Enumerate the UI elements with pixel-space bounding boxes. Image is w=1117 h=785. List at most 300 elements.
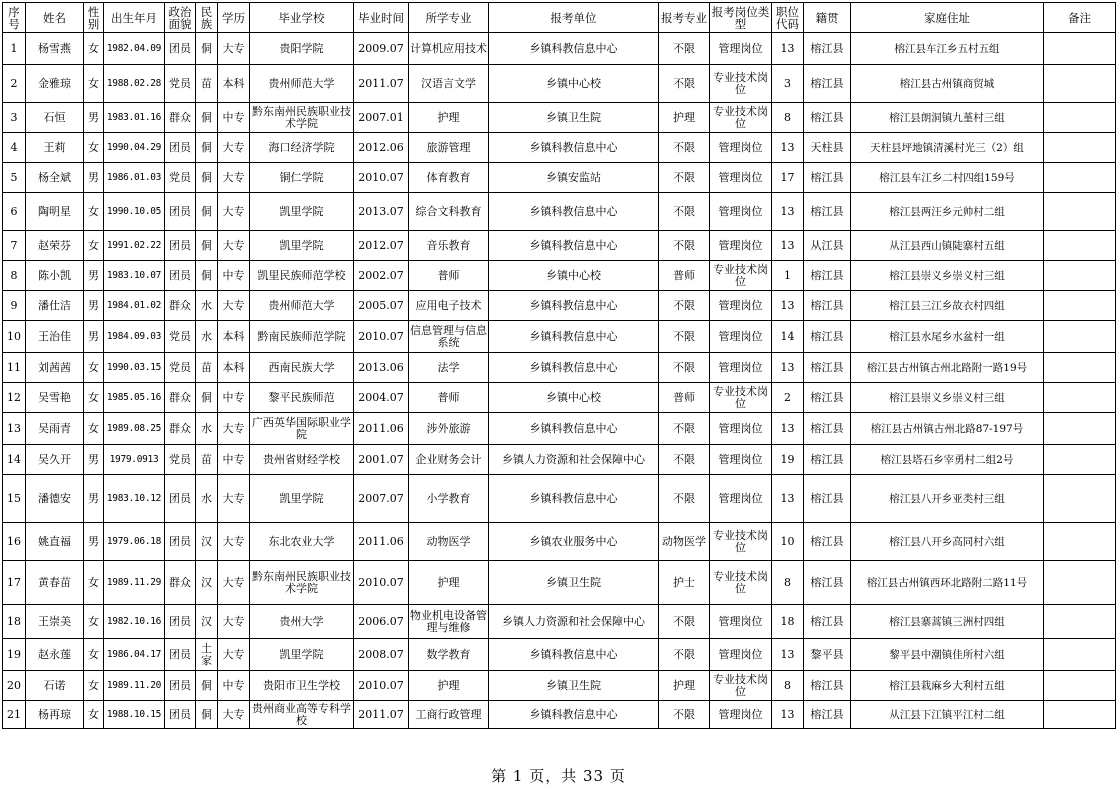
col-apply-major-cell: 普师 xyxy=(659,261,710,291)
col-post-type-cell: 管理岗位 xyxy=(710,475,772,523)
col-post-type-cell: 管理岗位 xyxy=(710,413,772,445)
col-grad-date-cell: 2012.07 xyxy=(354,231,409,261)
col-unit-cell: 乡镇科教信息中心 xyxy=(489,475,659,523)
col-birth-cell: 1990.03.15 xyxy=(104,353,165,383)
col-gender-cell: 女 xyxy=(84,33,104,65)
col-major-cell: 普师 xyxy=(409,383,489,413)
col-apply-major-cell: 不限 xyxy=(659,475,710,523)
col-apply-major-cell: 不限 xyxy=(659,193,710,231)
col-index-cell: 6 xyxy=(3,193,26,231)
col-address-cell: 榕江县塔石乡宰勇村二组2号 xyxy=(851,445,1044,475)
col-education-cell: 大专 xyxy=(218,231,250,261)
col-hometown-cell: 榕江县 xyxy=(804,321,851,353)
col-index-cell: 9 xyxy=(3,291,26,321)
col-remarks-cell xyxy=(1044,605,1116,639)
col-political-cell: 党员 xyxy=(165,163,196,193)
col-post-code-cell: 13 xyxy=(772,231,804,261)
table-row xyxy=(3,413,1116,445)
col-unit-cell: 乡镇中心校 xyxy=(489,383,659,413)
col-birth-cell: 1989.08.25 xyxy=(104,413,165,445)
col-apply-major-cell: 不限 xyxy=(659,321,710,353)
col-gender-cell: 女 xyxy=(84,383,104,413)
col-remarks-cell xyxy=(1044,639,1116,671)
col-birth-cell: 1983.01.16 xyxy=(104,103,165,133)
col-post-code-header: 职位代码 xyxy=(772,3,804,33)
col-major-cell: 数学教育 xyxy=(409,639,489,671)
col-post-code-cell: 18 xyxy=(772,605,804,639)
col-major-cell: 普师 xyxy=(409,261,489,291)
table-row xyxy=(3,321,1116,353)
col-major-cell: 计算机应用技术 xyxy=(409,33,489,65)
table-row xyxy=(3,261,1116,291)
col-apply-major-cell: 不限 xyxy=(659,445,710,475)
col-hometown-cell: 榕江县 xyxy=(804,291,851,321)
col-address-cell: 榕江县古州镇商贸城 xyxy=(851,65,1044,103)
col-major-cell: 小学教育 xyxy=(409,475,489,523)
col-hometown-cell: 榕江县 xyxy=(804,445,851,475)
col-hometown-cell: 榕江县 xyxy=(804,33,851,65)
col-grad-date-cell: 2010.07 xyxy=(354,671,409,701)
col-school-cell: 海口经济学院 xyxy=(250,133,354,163)
col-major-header: 所学专业 xyxy=(409,3,489,33)
col-school-cell: 黔东南州民族职业技术学院 xyxy=(250,103,354,133)
col-index-cell: 7 xyxy=(3,231,26,261)
col-address-cell: 从江县下江镇平江村二组 xyxy=(851,701,1044,729)
col-education-cell: 中专 xyxy=(218,383,250,413)
col-hometown-cell: 榕江县 xyxy=(804,561,851,605)
col-major-cell: 企业财务会计 xyxy=(409,445,489,475)
col-remarks-cell xyxy=(1044,193,1116,231)
col-address-cell: 榕江县车江乡五村五组 xyxy=(851,33,1044,65)
col-grad-date-cell: 2002.07 xyxy=(354,261,409,291)
col-unit-cell: 乡镇中心校 xyxy=(489,261,659,291)
col-ethnicity-cell: 汉 xyxy=(196,605,218,639)
col-political-cell: 党员 xyxy=(165,353,196,383)
col-index-cell: 3 xyxy=(3,103,26,133)
col-ethnicity-cell: 苗 xyxy=(196,445,218,475)
col-apply-major-cell: 不限 xyxy=(659,65,710,103)
col-gender-cell: 女 xyxy=(84,133,104,163)
col-unit-cell: 乡镇安监站 xyxy=(489,163,659,193)
col-address-cell: 榕江县三江乡故衣村四组 xyxy=(851,291,1044,321)
col-education-cell: 大专 xyxy=(218,639,250,671)
col-post-code-cell: 13 xyxy=(772,353,804,383)
col-remarks-cell xyxy=(1044,65,1116,103)
col-school-cell: 贵州师范大学 xyxy=(250,65,354,103)
col-ethnicity-cell: 苗 xyxy=(196,65,218,103)
col-ethnicity-cell: 汉 xyxy=(196,561,218,605)
col-birth-header: 出生年月 xyxy=(104,3,165,33)
col-school-cell: 凯里学院 xyxy=(250,231,354,261)
col-post-code-cell: 13 xyxy=(772,133,804,163)
col-index-cell: 12 xyxy=(3,383,26,413)
table-row xyxy=(3,103,1116,133)
col-index-cell: 2 xyxy=(3,65,26,103)
col-school-cell: 黔东南州民族职业技术学院 xyxy=(250,561,354,605)
col-hometown-cell: 从江县 xyxy=(804,231,851,261)
col-grad-date-cell: 2011.06 xyxy=(354,523,409,561)
col-ethnicity-cell: 侗 xyxy=(196,133,218,163)
col-name-cell: 石诺 xyxy=(26,671,84,701)
col-address-cell: 榕江县朗洞镇九堇村三组 xyxy=(851,103,1044,133)
col-post-code-cell: 13 xyxy=(772,193,804,231)
col-address-header: 家庭住址 xyxy=(851,3,1044,33)
col-gender-cell: 女 xyxy=(84,413,104,445)
col-unit-header: 报考单位 xyxy=(489,3,659,33)
col-school-cell: 凯里学院 xyxy=(250,475,354,523)
col-education-cell: 本科 xyxy=(218,353,250,383)
col-major-cell: 综合文科教育 xyxy=(409,193,489,231)
col-grad-date-cell: 2007.01 xyxy=(354,103,409,133)
col-post-type-cell: 专业技术岗位 xyxy=(710,383,772,413)
col-birth-cell: 1989.11.20 xyxy=(104,671,165,701)
col-post-type-cell: 管理岗位 xyxy=(710,353,772,383)
col-index-cell: 21 xyxy=(3,701,26,729)
col-unit-cell: 乡镇人力资源和社会保障中心 xyxy=(489,605,659,639)
col-political-cell: 团员 xyxy=(165,33,196,65)
col-apply-major-cell: 普师 xyxy=(659,383,710,413)
col-remarks-cell xyxy=(1044,291,1116,321)
col-address-cell: 榕江县寨蒿镇三洲村四组 xyxy=(851,605,1044,639)
col-gender-cell: 女 xyxy=(84,231,104,261)
col-grad-date-cell: 2009.07 xyxy=(354,33,409,65)
col-hometown-cell: 黎平县 xyxy=(804,639,851,671)
col-political-cell: 党员 xyxy=(165,65,196,103)
table-row xyxy=(3,605,1116,639)
col-index-cell: 10 xyxy=(3,321,26,353)
col-grad-date-cell: 2011.06 xyxy=(354,413,409,445)
col-post-code-cell: 19 xyxy=(772,445,804,475)
col-grad-date-cell: 2010.07 xyxy=(354,163,409,193)
col-index-cell: 20 xyxy=(3,671,26,701)
col-school-cell: 西南民族大学 xyxy=(250,353,354,383)
col-address-cell: 榕江县两汪乡元帅村二组 xyxy=(851,193,1044,231)
col-ethnicity-cell: 侗 xyxy=(196,671,218,701)
col-unit-cell: 乡镇科教信息中心 xyxy=(489,353,659,383)
col-name-cell: 陈小凯 xyxy=(26,261,84,291)
col-post-code-cell: 8 xyxy=(772,103,804,133)
col-unit-cell: 乡镇卫生院 xyxy=(489,671,659,701)
col-education-cell: 中专 xyxy=(218,103,250,133)
col-grad-date-cell: 2010.07 xyxy=(354,321,409,353)
col-post-code-cell: 17 xyxy=(772,163,804,193)
col-school-cell: 贵州师范大学 xyxy=(250,291,354,321)
col-address-cell: 榕江县古州镇古州北路87-197号 xyxy=(851,413,1044,445)
col-apply-major-cell: 护理 xyxy=(659,103,710,133)
col-major-cell: 护理 xyxy=(409,561,489,605)
col-gender-cell: 女 xyxy=(84,701,104,729)
col-birth-cell: 1984.09.03 xyxy=(104,321,165,353)
col-hometown-cell: 榕江县 xyxy=(804,261,851,291)
table-row xyxy=(3,671,1116,701)
col-unit-cell: 乡镇科教信息中心 xyxy=(489,193,659,231)
col-school-cell: 铜仁学院 xyxy=(250,163,354,193)
col-name-header: 姓名 xyxy=(26,3,84,33)
col-remarks-cell xyxy=(1044,523,1116,561)
col-education-cell: 本科 xyxy=(218,321,250,353)
col-political-cell: 群众 xyxy=(165,413,196,445)
col-index-header: 序号 xyxy=(3,3,26,33)
col-apply-major-cell: 不限 xyxy=(659,701,710,729)
col-political-cell: 团员 xyxy=(165,231,196,261)
col-apply-major-cell: 护理 xyxy=(659,671,710,701)
col-post-type-cell: 专业技术岗位 xyxy=(710,65,772,103)
header-row xyxy=(3,3,1116,33)
col-address-cell: 榕江县崇义乡崇义村三组 xyxy=(851,261,1044,291)
table-row xyxy=(3,701,1116,729)
col-grad-date-cell: 2012.06 xyxy=(354,133,409,163)
col-school-cell: 凯里民族师范学校 xyxy=(250,261,354,291)
col-gender-cell: 男 xyxy=(84,445,104,475)
col-apply-major-cell: 不限 xyxy=(659,291,710,321)
col-name-cell: 杨再琼 xyxy=(26,701,84,729)
col-index-cell: 4 xyxy=(3,133,26,163)
col-school-cell: 贵州大学 xyxy=(250,605,354,639)
col-school-cell: 黔南民族师范学院 xyxy=(250,321,354,353)
table-body xyxy=(3,33,1116,729)
col-post-type-cell: 管理岗位 xyxy=(710,639,772,671)
table-row xyxy=(3,383,1116,413)
col-hometown-cell: 榕江县 xyxy=(804,65,851,103)
col-name-cell: 潘仕洁 xyxy=(26,291,84,321)
col-post-code-cell: 13 xyxy=(772,291,804,321)
col-post-type-cell: 管理岗位 xyxy=(710,33,772,65)
col-grad-date-cell: 2011.07 xyxy=(354,65,409,103)
col-remarks-cell xyxy=(1044,163,1116,193)
col-post-type-cell: 专业技术岗位 xyxy=(710,523,772,561)
col-birth-cell: 1986.04.17 xyxy=(104,639,165,671)
col-remarks-cell xyxy=(1044,231,1116,261)
col-school-cell: 东北农业大学 xyxy=(250,523,354,561)
col-apply-major-cell: 不限 xyxy=(659,413,710,445)
col-post-code-cell: 10 xyxy=(772,523,804,561)
col-post-type-cell: 管理岗位 xyxy=(710,445,772,475)
col-education-cell: 中专 xyxy=(218,445,250,475)
col-post-type-cell: 管理岗位 xyxy=(710,321,772,353)
col-birth-cell: 1990.10.05 xyxy=(104,193,165,231)
col-political-cell: 团员 xyxy=(165,261,196,291)
table-row xyxy=(3,639,1116,671)
col-ethnicity-cell: 侗 xyxy=(196,231,218,261)
applicant-table xyxy=(2,2,1116,729)
col-major-cell: 涉外旅游 xyxy=(409,413,489,445)
col-birth-cell: 1990.04.29 xyxy=(104,133,165,163)
col-education-cell: 大专 xyxy=(218,561,250,605)
col-gender-cell: 男 xyxy=(84,163,104,193)
col-gender-cell: 女 xyxy=(84,671,104,701)
col-gender-cell: 男 xyxy=(84,291,104,321)
col-hometown-cell: 榕江县 xyxy=(804,671,851,701)
col-education-cell: 大专 xyxy=(218,413,250,445)
col-hometown-cell: 榕江县 xyxy=(804,353,851,383)
col-post-code-cell: 13 xyxy=(772,701,804,729)
col-address-cell: 榕江县八开乡亚类村三组 xyxy=(851,475,1044,523)
col-post-type-header: 报考岗位类型 xyxy=(710,3,772,33)
col-birth-cell: 1984.01.02 xyxy=(104,291,165,321)
col-remarks-cell xyxy=(1044,475,1116,523)
col-apply-major-cell: 不限 xyxy=(659,33,710,65)
col-post-type-cell: 管理岗位 xyxy=(710,701,772,729)
col-name-cell: 吴久开 xyxy=(26,445,84,475)
col-school-cell: 贵州商业高等专科学校 xyxy=(250,701,354,729)
col-index-cell: 13 xyxy=(3,413,26,445)
col-remarks-cell xyxy=(1044,321,1116,353)
col-birth-cell: 1982.04.09 xyxy=(104,33,165,65)
col-gender-cell: 男 xyxy=(84,475,104,523)
col-name-cell: 王治佳 xyxy=(26,321,84,353)
col-unit-cell: 乡镇农业服务中心 xyxy=(489,523,659,561)
col-school-cell: 广西英华国际职业学院 xyxy=(250,413,354,445)
col-ethnicity-cell: 水 xyxy=(196,475,218,523)
col-remarks-cell xyxy=(1044,561,1116,605)
col-name-cell: 金雅琼 xyxy=(26,65,84,103)
col-post-code-cell: 1 xyxy=(772,261,804,291)
page-footer: 第 1 页，共 33 页 xyxy=(491,767,626,785)
col-grad-date-cell: 2013.07 xyxy=(354,193,409,231)
col-birth-cell: 1979.06.18 xyxy=(104,523,165,561)
col-ethnicity-cell: 侗 xyxy=(196,163,218,193)
col-remarks-cell xyxy=(1044,33,1116,65)
col-school-cell: 贵阳市卫生学校 xyxy=(250,671,354,701)
col-index-cell: 19 xyxy=(3,639,26,671)
col-grad-date-cell: 2008.07 xyxy=(354,639,409,671)
col-education-cell: 中专 xyxy=(218,671,250,701)
col-gender-cell: 男 xyxy=(84,321,104,353)
col-unit-cell: 乡镇卫生院 xyxy=(489,103,659,133)
col-grad-date-cell: 2001.07 xyxy=(354,445,409,475)
col-ethnicity-cell: 土家 xyxy=(196,639,218,671)
col-birth-cell: 1979.0913 xyxy=(104,445,165,475)
table-row xyxy=(3,475,1116,523)
col-hometown-cell: 榕江县 xyxy=(804,701,851,729)
col-education-cell: 大专 xyxy=(218,605,250,639)
col-grad-date-cell: 2006.07 xyxy=(354,605,409,639)
col-birth-cell: 1991.02.22 xyxy=(104,231,165,261)
col-name-cell: 赵荣芬 xyxy=(26,231,84,261)
col-political-cell: 团员 xyxy=(165,133,196,163)
col-address-cell: 榕江县八开乡高同村六组 xyxy=(851,523,1044,561)
col-hometown-cell: 榕江县 xyxy=(804,413,851,445)
col-birth-cell: 1983.10.07 xyxy=(104,261,165,291)
col-major-cell: 应用电子技术 xyxy=(409,291,489,321)
col-gender-cell: 女 xyxy=(84,193,104,231)
col-grad-date-cell: 2004.07 xyxy=(354,383,409,413)
table-row xyxy=(3,445,1116,475)
col-unit-cell: 乡镇科教信息中心 xyxy=(489,413,659,445)
col-hometown-cell: 榕江县 xyxy=(804,163,851,193)
col-post-type-cell: 管理岗位 xyxy=(710,163,772,193)
col-index-cell: 5 xyxy=(3,163,26,193)
col-education-cell: 大专 xyxy=(218,701,250,729)
col-birth-cell: 1989.11.29 xyxy=(104,561,165,605)
col-grad-date-cell: 2007.07 xyxy=(354,475,409,523)
col-education-cell: 大专 xyxy=(218,291,250,321)
col-post-code-cell: 13 xyxy=(772,413,804,445)
col-remarks-cell xyxy=(1044,133,1116,163)
col-unit-cell: 乡镇科教信息中心 xyxy=(489,133,659,163)
table-row xyxy=(3,291,1116,321)
col-address-cell: 榕江县车江乡二村四组159号 xyxy=(851,163,1044,193)
col-address-cell: 黎平县中潮镇佳所村六组 xyxy=(851,639,1044,671)
col-grad-date-cell: 2011.07 xyxy=(354,701,409,729)
col-unit-cell: 乡镇卫生院 xyxy=(489,561,659,605)
col-school-header: 毕业学校 xyxy=(250,3,354,33)
col-grad-date-cell: 2013.06 xyxy=(354,353,409,383)
col-major-cell: 汉语言文学 xyxy=(409,65,489,103)
col-grad-date-header: 毕业时间 xyxy=(354,3,409,33)
col-post-code-cell: 13 xyxy=(772,639,804,671)
col-gender-cell: 女 xyxy=(84,639,104,671)
col-gender-header: 性别 xyxy=(84,3,104,33)
col-post-type-cell: 专业技术岗位 xyxy=(710,103,772,133)
col-unit-cell: 乡镇科教信息中心 xyxy=(489,701,659,729)
col-post-code-cell: 14 xyxy=(772,321,804,353)
col-school-cell: 贵阳学院 xyxy=(250,33,354,65)
col-apply-major-cell: 不限 xyxy=(659,231,710,261)
col-remarks-cell xyxy=(1044,413,1116,445)
col-address-cell: 榕江县古州镇西环北路附二路11号 xyxy=(851,561,1044,605)
table-row xyxy=(3,133,1116,163)
col-major-cell: 体育教育 xyxy=(409,163,489,193)
col-index-cell: 17 xyxy=(3,561,26,605)
col-ethnicity-cell: 侗 xyxy=(196,383,218,413)
col-education-cell: 大专 xyxy=(218,33,250,65)
col-school-cell: 凯里学院 xyxy=(250,193,354,231)
col-unit-cell: 乡镇科教信息中心 xyxy=(489,231,659,261)
col-name-cell: 姚直福 xyxy=(26,523,84,561)
col-name-cell: 陶明星 xyxy=(26,193,84,231)
col-education-cell: 中专 xyxy=(218,261,250,291)
col-apply-major-cell: 不限 xyxy=(659,605,710,639)
col-political-cell: 群众 xyxy=(165,561,196,605)
col-apply-major-cell: 不限 xyxy=(659,133,710,163)
col-unit-cell: 乡镇科教信息中心 xyxy=(489,639,659,671)
col-birth-cell: 1985.05.16 xyxy=(104,383,165,413)
col-apply-major-header: 报考专业 xyxy=(659,3,710,33)
col-gender-cell: 女 xyxy=(84,353,104,383)
col-school-cell: 黎平民族师范 xyxy=(250,383,354,413)
col-address-cell: 榕江县崇义乡崇义村三组 xyxy=(851,383,1044,413)
col-political-cell: 团员 xyxy=(165,639,196,671)
col-major-cell: 信息管理与信息系统 xyxy=(409,321,489,353)
col-school-cell: 凯里学院 xyxy=(250,639,354,671)
col-major-cell: 旅游管理 xyxy=(409,133,489,163)
col-post-code-cell: 13 xyxy=(772,33,804,65)
col-remarks-cell xyxy=(1044,353,1116,383)
col-name-cell: 刘茜茜 xyxy=(26,353,84,383)
col-political-cell: 团员 xyxy=(165,523,196,561)
table-row xyxy=(3,193,1116,231)
col-political-header: 政治面貌 xyxy=(165,3,196,33)
col-index-cell: 18 xyxy=(3,605,26,639)
col-post-type-cell: 管理岗位 xyxy=(710,291,772,321)
col-education-cell: 大专 xyxy=(218,523,250,561)
col-address-cell: 从江县西山镇陡寨村五组 xyxy=(851,231,1044,261)
col-post-code-cell: 3 xyxy=(772,65,804,103)
col-hometown-cell: 榕江县 xyxy=(804,605,851,639)
col-gender-cell: 男 xyxy=(84,261,104,291)
col-post-type-cell: 管理岗位 xyxy=(710,231,772,261)
col-hometown-cell: 榕江县 xyxy=(804,193,851,231)
col-school-cell: 贵州省财经学校 xyxy=(250,445,354,475)
col-political-cell: 群众 xyxy=(165,383,196,413)
col-education-cell: 大专 xyxy=(218,133,250,163)
col-remarks-cell xyxy=(1044,701,1116,729)
col-hometown-cell: 榕江县 xyxy=(804,523,851,561)
col-unit-cell: 乡镇人力资源和社会保障中心 xyxy=(489,445,659,475)
col-name-cell: 赵永莲 xyxy=(26,639,84,671)
col-remarks-cell xyxy=(1044,671,1116,701)
